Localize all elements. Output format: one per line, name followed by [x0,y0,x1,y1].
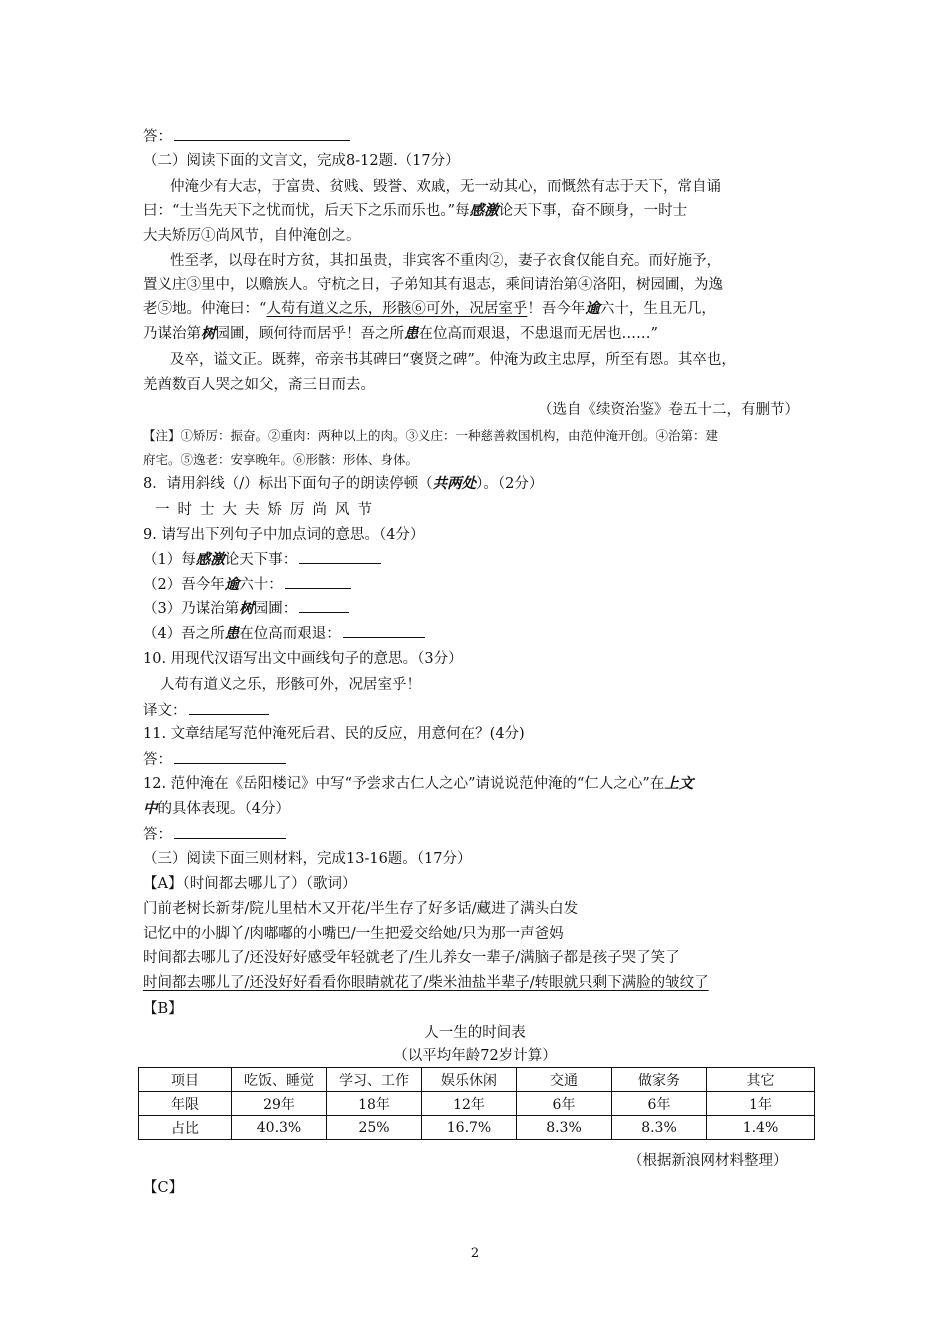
q10-title: 10. 用现代汉语写出文中画线句子的意思。（3分） [143,651,463,667]
dotted-word: 树 [239,600,254,617]
dotted-word: 感激 [195,551,225,568]
table-cell: 40.3% [232,1116,327,1140]
table-cell: 12年 [422,1092,517,1116]
table-cell: 吃饭、睡觉 [232,1068,327,1092]
note-line2: 府宅。⑤逸老：安享晚年。⑥形骸：形体、身体。 [143,452,419,467]
q12-line2: 中的具体表现。（4分） [143,800,290,817]
table-cell: 占比 [139,1116,232,1140]
table-cell: 8.3% [517,1116,612,1140]
lyrics-line1: 门前老树长新芽/院儿里枯木又开花/半生存了好多话/藏进了满头白发 [143,901,579,917]
table-row [139,1116,815,1140]
table-cell: 25% [327,1116,422,1140]
dotted-word: 逾 [224,576,240,593]
answer-line-top: 答： [143,126,350,147]
table-cell: 18年 [327,1092,422,1116]
answer-blank[interactable] [174,126,350,141]
table-cell: 娱乐休闲 [422,1068,517,1092]
table-cell: 1年 [707,1092,815,1116]
passage-p3-line1: 及卒，谥文正。既葬，帝亲书其碑曰“褒贤之碑”。仲淹为政主忠厚，所至有恩。其卒也， [170,352,736,368]
table-cell: 8.3% [612,1116,707,1140]
dotted-word: 患 [224,625,240,642]
timetable-subtitle: （以平均年龄72岁计算） [393,1048,557,1064]
materialA-head: 【A】（时间都去哪儿了）（歌词） [143,876,357,892]
page-number: 2 [470,1246,480,1261]
passage-p3-line2: 羌酋数百人哭之如父，斋三日而去。 [143,377,375,393]
table-cell: 交通 [517,1068,612,1092]
q12-line1: 12. 范仲淹在《岳阳楼记》中写“予尝求古仁人之心”请说说范仲淹的“仁人之心”在上文 [143,775,694,792]
passage-p1-line1: 仲淹少有大志，于富贵、贫贱、毁誉、欢戚，无一动其心，而慨然有志于天下，常自诵 [170,179,721,195]
table-cell: 年限 [139,1092,232,1116]
q9-answer-blank-2[interactable] [285,574,351,589]
q9-answer-blank-3[interactable] [299,598,349,613]
passage-p2-line1: 性至孝，以母在时方贫，其扣虽贵，非宾客不重肉②，妻子衣食仅能自充。而好施予， [170,253,721,269]
q8-title: 8．请用斜线（/）标出下面句子的朗读停顿（共两处）。（2分） [143,475,544,492]
materialB-head: 【B】 [143,1001,183,1017]
table-cell: 学习、工作 [327,1068,422,1092]
dotted-word: 感激 [469,202,499,219]
table-header-row [139,1068,815,1092]
q10-answer: 译文： [143,700,269,721]
lyrics-line2: 记忆中的小脚丫/肉嘟嘟的小嘴巴/一生把爱交给她/只为那一声爸妈 [143,926,564,942]
q11-answer: 答： [143,749,286,770]
table-cell: 29年 [232,1092,327,1116]
dotted-word: 逾 [585,300,600,317]
passage-p2-line3: 老⑤地。仲淹曰：“人苟有道义之乐，形骸⑥可外，况居室乎！吾今年逾六十，生且无几， [143,300,716,317]
timetable-source: （根据新浪网材料整理） [628,1153,788,1169]
q9-item3: （3）乃谋治第树园圃： [143,598,349,619]
table-row [139,1092,815,1116]
passage-source: （选自《续资治鉴》卷五十二，有删节） [538,402,799,418]
section2-title: （二）阅读下面的文言文，完成8-12题.（17分） [143,153,460,169]
timetable [138,1067,815,1140]
q9-answer-blank-1[interactable] [299,549,381,564]
q12-answer-blank[interactable] [174,824,286,839]
note-line1: 【注】①矫厉：振奋。②重肉：两种以上的肉。③义庄：一种慈善救国机构，由范仲淹开创。④治第：建 [143,428,719,443]
timetable-title: 人一生的时间表 [424,1025,526,1041]
section3-title: （三）阅读下面三则材料，完成13-16题。（17分） [143,851,472,867]
table-cell: 1.4% [707,1116,815,1140]
passage-p1-line2: 曰：“士当先天下之忧而忧，后天下之乐而乐也。”每感激论天下事，奋不顾身，一时士 [143,202,688,219]
q8-sentence: 一时士大夫矫厉尚风节 [155,502,380,518]
q9-item4: （4）吾之所患在位高而艰退： [143,623,425,644]
q11-answer-blank[interactable] [174,749,286,764]
table-cell: 6年 [612,1092,707,1116]
lyrics-line4: 时间都去哪儿了/还没好好看看你眼睛就花了/柴米油盐半辈子/转眼就只剩下满脸的皱纹了 [143,975,709,991]
q10-answer-blank[interactable] [189,700,269,715]
dotted-word: 树 [201,325,216,342]
q12-answer: 答： [143,824,286,845]
underlined-sentence: 人苟有道义之乐，形骸⑥可外，况居室乎 [266,301,528,317]
lyrics-line3: 时间都去哪儿了/还没好好感受年轻就老了/生儿养女一辈子/满脑子都是孩子哭了笑了 [143,950,680,966]
table-cell: 6年 [517,1092,612,1116]
q10-sentence: 人苟有道义之乐，形骸可外，况居室乎！ [160,677,421,693]
materialC-head: 【C】 [143,1180,184,1196]
passage-p1-line3: 大夫矫厉①尚风节，自仲淹创之。 [143,228,361,244]
passage-p2-line2: 置义庄③里中，以赡族人。守杭之日，子弟知其有退志，乘间请治第④洛阳，树园圃，为逸 [143,277,723,293]
q11-title: 11. 文章结尾写范仲淹死后君、民的反应，用意何在？(4分) [143,726,525,742]
q9-title: 9. 请写出下列句子中加点词的意思。（4分） [143,527,425,543]
table-cell: 16.7% [422,1116,517,1140]
q9-item1: （1）每感激论天下事： [143,549,381,570]
table-cell: 项目 [139,1068,232,1092]
table-cell: 其它 [707,1068,815,1092]
table-cell: 做家务 [612,1068,707,1092]
dotted-word: 患 [404,325,419,342]
q9-answer-blank-4[interactable] [343,623,425,638]
q9-item2: （2）吾今年逾六十： [143,574,351,595]
passage-p2-line4: 乃谋治第树园圃，顾何待而居乎！吾之所患在位高而艰退，不患退而无居也……” [143,325,658,342]
